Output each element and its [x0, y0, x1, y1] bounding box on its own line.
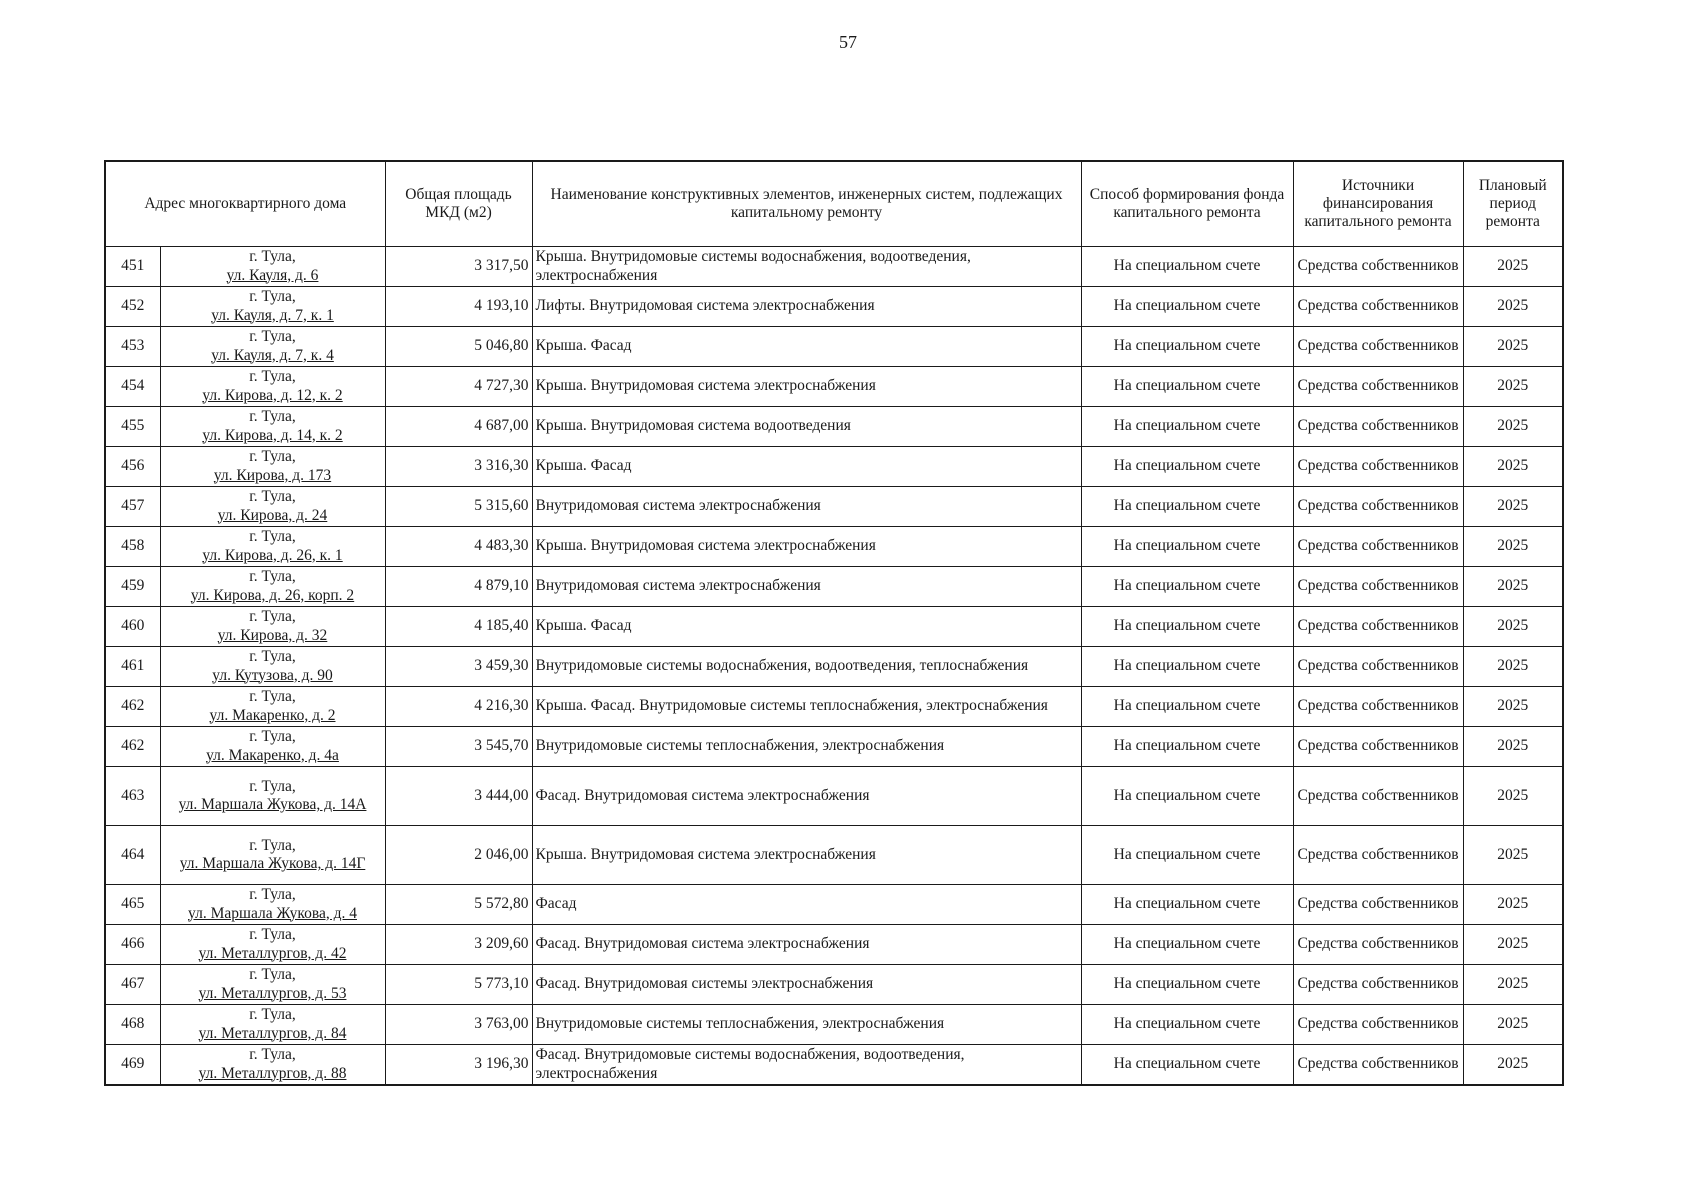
row-area: 5 315,60	[385, 487, 532, 527]
address-street: ул. Кирова, д. 26, к. 1	[202, 546, 343, 564]
address-city: г. Тула,	[249, 966, 296, 984]
row-address	[160, 367, 385, 407]
row-number: 456	[105, 447, 160, 487]
table-row	[105, 687, 1563, 727]
table-row	[105, 567, 1563, 607]
address-city: г. Тула,	[249, 568, 296, 586]
row-method: На специальном счете	[1081, 826, 1293, 885]
row-address	[160, 567, 385, 607]
table-row	[105, 925, 1563, 965]
address-city: г. Тула,	[249, 1046, 296, 1064]
address-street: ул. Кирова, д. 12, к. 2	[202, 386, 343, 404]
row-period: 2025	[1463, 247, 1563, 287]
row-area: 3 196,30	[385, 1045, 532, 1086]
row-elements: Внутридомовые системы теплоснабжения, электроснабжения	[532, 727, 1081, 767]
address-street: ул. Макаренко, д. 4а	[206, 746, 339, 764]
row-period: 2025	[1463, 447, 1563, 487]
table-row	[105, 1005, 1563, 1045]
address-street: ул. Металлургов, д. 88	[198, 1064, 347, 1082]
page-number: 57	[839, 32, 857, 52]
row-number: 458	[105, 527, 160, 567]
address-city: г. Тула,	[249, 728, 296, 746]
row-elements: Крыша. Внутридомовая система электроснабжения	[532, 367, 1081, 407]
row-elements: Крыша. Фасад	[532, 607, 1081, 647]
row-number: 463	[105, 767, 160, 826]
row-method: На специальном счете	[1081, 527, 1293, 567]
row-area: 3 763,00	[385, 1005, 532, 1045]
row-source: Средства собственников	[1293, 885, 1463, 925]
address-city: г. Тула,	[249, 368, 296, 386]
row-elements: Фасад. Внутридомовая система электроснабжения	[532, 925, 1081, 965]
row-period: 2025	[1463, 367, 1563, 407]
row-number: 454	[105, 367, 160, 407]
row-elements: Крыша. Фасад. Внутридомовые системы теплоснабжения, электроснабжения	[532, 687, 1081, 727]
row-source: Средства собственников	[1293, 527, 1463, 567]
row-source: Средства собственников	[1293, 925, 1463, 965]
row-period: 2025	[1463, 487, 1563, 527]
row-number: 468	[105, 1005, 160, 1045]
row-method: На специальном счете	[1081, 687, 1293, 727]
row-address	[160, 1045, 385, 1086]
row-area: 3 444,00	[385, 767, 532, 826]
row-period: 2025	[1463, 885, 1563, 925]
address-city: г. Тула,	[249, 1006, 296, 1024]
row-address	[160, 327, 385, 367]
row-address	[160, 407, 385, 447]
row-number: 457	[105, 487, 160, 527]
row-number: 462	[105, 687, 160, 727]
row-method: На специальном счете	[1081, 247, 1293, 287]
row-period: 2025	[1463, 567, 1563, 607]
row-number: 451	[105, 247, 160, 287]
row-method: На специальном счете	[1081, 1045, 1293, 1086]
row-elements: Фасад. Внутридомовая системы электроснабжения	[532, 965, 1081, 1005]
row-area: 4 483,30	[385, 527, 532, 567]
row-period: 2025	[1463, 925, 1563, 965]
row-number: 452	[105, 287, 160, 327]
row-number: 465	[105, 885, 160, 925]
row-elements: Крыша. Внутридомовые системы водоснабжения, водоотведения, электроснабжения	[532, 247, 1081, 287]
address-city: г. Тула,	[249, 648, 296, 666]
row-address	[160, 965, 385, 1005]
row-method: На специальном счете	[1081, 1005, 1293, 1045]
row-source: Средства собственников	[1293, 367, 1463, 407]
row-number: 469	[105, 1045, 160, 1086]
row-method: На специальном счете	[1081, 647, 1293, 687]
row-elements: Крыша. Внутридомовая система электроснабжения	[532, 826, 1081, 885]
row-method: На специальном счете	[1081, 925, 1293, 965]
row-method: На специальном счете	[1081, 767, 1293, 826]
row-method: На специальном счете	[1081, 327, 1293, 367]
row-source: Средства собственников	[1293, 287, 1463, 327]
row-period: 2025	[1463, 647, 1563, 687]
row-address	[160, 247, 385, 287]
address-street: ул. Маршала Жукова, д. 14А	[178, 796, 367, 813]
row-elements: Фасад	[532, 885, 1081, 925]
row-source: Средства собственников	[1293, 767, 1463, 826]
table-row	[105, 407, 1563, 447]
row-elements: Крыша. Фасад	[532, 447, 1081, 487]
row-area: 5 773,10	[385, 965, 532, 1005]
address-city: г. Тула,	[249, 528, 296, 546]
row-period: 2025	[1463, 327, 1563, 367]
table-row	[105, 727, 1563, 767]
row-period: 2025	[1463, 965, 1563, 1005]
row-address	[160, 1005, 385, 1045]
address-street: ул. Кирова, д. 26, корп. 2	[190, 586, 355, 604]
row-area: 4 727,30	[385, 367, 532, 407]
table-row	[105, 487, 1563, 527]
row-source: Средства собственников	[1293, 727, 1463, 767]
row-number: 460	[105, 607, 160, 647]
row-number: 464	[105, 826, 160, 885]
address-street: ул. Кирова, д. 24	[217, 506, 328, 524]
address-city: г. Тула,	[249, 288, 296, 306]
row-number: 462	[105, 727, 160, 767]
header-period: Плановый период ремонта	[1463, 161, 1563, 247]
row-elements: Крыша. Внутридомовая система электроснабжения	[532, 527, 1081, 567]
row-area: 3 316,30	[385, 447, 532, 487]
row-address	[160, 447, 385, 487]
table-row	[105, 1045, 1563, 1086]
row-area: 4 185,40	[385, 607, 532, 647]
row-source: Средства собственников	[1293, 647, 1463, 687]
row-elements: Внутридомовая система электроснабжения	[532, 487, 1081, 527]
row-number: 455	[105, 407, 160, 447]
address-street: ул. Кауля, д. 6	[226, 266, 319, 284]
address-street: ул. Маршала Жукова, д. 14Г	[179, 855, 366, 872]
row-source: Средства собственников	[1293, 965, 1463, 1005]
row-address	[160, 767, 385, 826]
row-address	[160, 527, 385, 567]
row-area: 3 545,70	[385, 727, 532, 767]
row-method: На специальном счете	[1081, 287, 1293, 327]
row-elements: Фасад. Внутридомовая система электроснабжения	[532, 767, 1081, 826]
table-row	[105, 287, 1563, 327]
table-body	[105, 247, 1563, 1086]
row-method: На специальном счете	[1081, 727, 1293, 767]
address-city: г. Тула,	[249, 777, 296, 795]
capital-repair-table	[104, 160, 1564, 1086]
row-source: Средства собственников	[1293, 487, 1463, 527]
table-row	[105, 607, 1563, 647]
row-area: 2 046,00	[385, 826, 532, 885]
row-address	[160, 287, 385, 327]
table-row	[105, 826, 1563, 885]
address-street: ул. Кирова, д. 14, к. 2	[202, 426, 343, 444]
row-period: 2025	[1463, 687, 1563, 727]
table-row	[105, 447, 1563, 487]
row-area: 3 209,60	[385, 925, 532, 965]
row-source: Средства собственников	[1293, 567, 1463, 607]
table-row	[105, 647, 1563, 687]
address-city: г. Тула,	[249, 886, 296, 904]
table-row	[105, 327, 1563, 367]
row-source: Средства собственников	[1293, 1005, 1463, 1045]
row-area: 3 317,50	[385, 247, 532, 287]
row-number: 459	[105, 567, 160, 607]
table-header-row	[105, 161, 1563, 247]
row-address	[160, 647, 385, 687]
row-elements: Внутридомовые системы теплоснабжения, электроснабжения	[532, 1005, 1081, 1045]
row-source: Средства собственников	[1293, 327, 1463, 367]
row-source: Средства собственников	[1293, 826, 1463, 885]
row-elements: Лифты. Внутридомовая система электроснабжения	[532, 287, 1081, 327]
address-street: ул. Кауля, д. 7, к. 1	[211, 306, 334, 324]
row-address	[160, 826, 385, 885]
row-number: 467	[105, 965, 160, 1005]
table-row	[105, 767, 1563, 826]
table-row	[105, 527, 1563, 567]
row-elements: Крыша. Внутридомовая система водоотведения	[532, 407, 1081, 447]
row-address	[160, 607, 385, 647]
address-street: ул. Кирова, д. 32	[217, 626, 328, 644]
row-period: 2025	[1463, 607, 1563, 647]
table-row	[105, 367, 1563, 407]
row-area: 4 216,30	[385, 687, 532, 727]
row-source: Средства собственников	[1293, 407, 1463, 447]
row-method: На специальном счете	[1081, 487, 1293, 527]
address-city: г. Тула,	[249, 408, 296, 426]
row-area: 4 879,10	[385, 567, 532, 607]
row-elements: Крыша. Фасад	[532, 327, 1081, 367]
address-street: ул. Металлургов, д. 53	[198, 984, 347, 1002]
row-period: 2025	[1463, 407, 1563, 447]
row-area: 3 459,30	[385, 647, 532, 687]
header-address: Адрес многоквартирного дома	[105, 161, 385, 247]
row-address	[160, 487, 385, 527]
row-source: Средства собственников	[1293, 1045, 1463, 1086]
row-elements: Внутридомовая система электроснабжения	[532, 567, 1081, 607]
row-number: 466	[105, 925, 160, 965]
address-street: ул. Кирова, д. 173	[213, 466, 332, 484]
row-address	[160, 727, 385, 767]
row-area: 4 687,00	[385, 407, 532, 447]
row-number: 461	[105, 647, 160, 687]
row-method: На специальном счете	[1081, 607, 1293, 647]
row-address	[160, 925, 385, 965]
address-street: ул. Металлургов, д. 84	[198, 1024, 347, 1042]
table-row	[105, 247, 1563, 287]
address-city: г. Тула,	[249, 926, 296, 944]
table-row	[105, 965, 1563, 1005]
address-city: г. Тула,	[249, 836, 296, 854]
row-method: На специальном счете	[1081, 965, 1293, 1005]
row-source: Средства собственников	[1293, 247, 1463, 287]
table-row	[105, 885, 1563, 925]
row-method: На специальном счете	[1081, 447, 1293, 487]
row-period: 2025	[1463, 527, 1563, 567]
address-city: г. Тула,	[249, 248, 296, 266]
row-area: 4 193,10	[385, 287, 532, 327]
row-period: 2025	[1463, 1045, 1563, 1086]
header-area: Общая площадь МКД (м2)	[385, 161, 532, 247]
row-source: Средства собственников	[1293, 607, 1463, 647]
address-street: ул. Кауля, д. 7, к. 4	[211, 346, 334, 364]
address-city: г. Тула,	[249, 608, 296, 626]
row-period: 2025	[1463, 826, 1563, 885]
header-method: Способ формирования фонда капитального ремонта	[1081, 161, 1293, 247]
address-street: ул. Маршала Жукова, д. 4	[188, 904, 357, 922]
row-address	[160, 687, 385, 727]
row-elements: Фасад. Внутридомовые системы водоснабжения, водоотведения, электроснабжения	[532, 1045, 1081, 1086]
header-elements: Наименование конструктивных элементов, инженерных систем, подлежащих капитальному ремонту	[532, 161, 1081, 247]
row-method: На специальном счете	[1081, 367, 1293, 407]
row-method: На специальном счете	[1081, 407, 1293, 447]
address-city: г. Тула,	[249, 688, 296, 706]
row-elements: Внутридомовые системы водоснабжения, водоотведения, теплоснабжения	[532, 647, 1081, 687]
row-period: 2025	[1463, 727, 1563, 767]
row-area: 5 572,80	[385, 885, 532, 925]
row-source: Средства собственников	[1293, 687, 1463, 727]
row-period: 2025	[1463, 1005, 1563, 1045]
address-city: г. Тула,	[249, 488, 296, 506]
address-street: ул. Металлургов, д. 42	[198, 944, 347, 962]
address-city: г. Тула,	[249, 328, 296, 346]
address-street: ул. Макаренко, д. 2	[209, 706, 336, 724]
row-area: 5 046,80	[385, 327, 532, 367]
header-source: Источники финансирования капитального ремонта	[1293, 161, 1463, 247]
row-method: На специальном счете	[1081, 885, 1293, 925]
address-street: ул. Кутузова, д. 90	[212, 666, 333, 684]
row-number: 453	[105, 327, 160, 367]
address-city: г. Тула,	[249, 448, 296, 466]
row-period: 2025	[1463, 767, 1563, 826]
row-source: Средства собственников	[1293, 447, 1463, 487]
row-method: На специальном счете	[1081, 567, 1293, 607]
row-address	[160, 885, 385, 925]
row-period: 2025	[1463, 287, 1563, 327]
